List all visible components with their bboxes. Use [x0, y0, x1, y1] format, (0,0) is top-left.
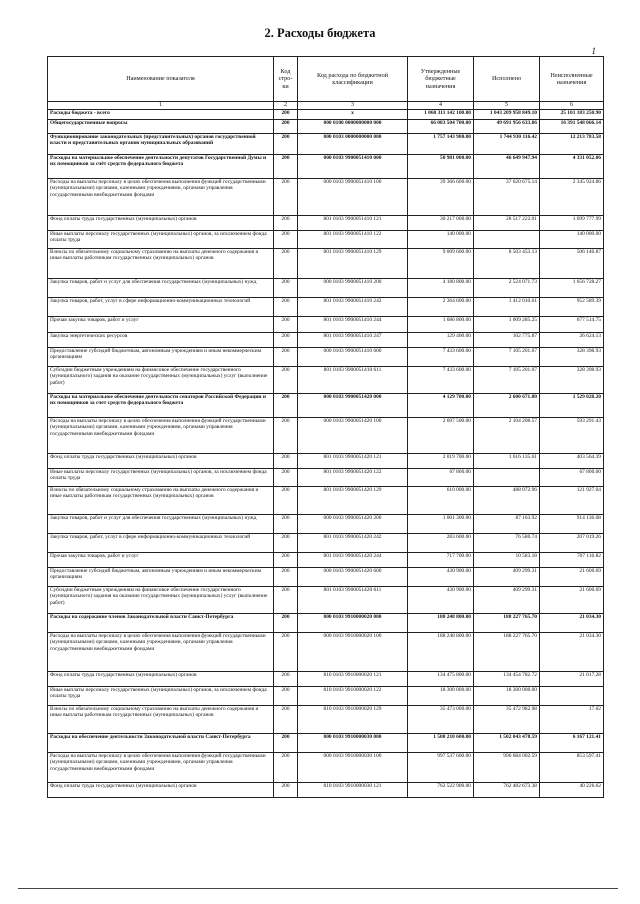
cell-unexecuted: 328 398.93: [540, 367, 604, 394]
cell-approved: 9 009 600.00: [408, 249, 474, 279]
table-row: [48, 418, 604, 454]
cell-unexecuted: 328 398.93: [540, 348, 604, 367]
cell-unexecuted: 17.02: [540, 706, 604, 734]
col-number: 1: [48, 102, 274, 110]
cell-classification-code: 000 0103 9900051420 200: [298, 515, 408, 534]
cell-name: Расходы на выплаты персоналу в целях обеспечения выполнения функций государственными (муниципальными) органами, казенными учреждениями, органами управления государственными внебюджетными фондами: [48, 418, 274, 454]
cell-executed: 18 300 000.00: [474, 687, 540, 706]
cell-name: Расходы на выплаты персоналу в целях обеспечения выполнения функций государственными (муниципальными) органами, казенными учреждениями, органами управления государственными внебюджетными фондами: [48, 633, 274, 672]
cell-line-code: 200: [274, 367, 298, 394]
col-header-classification: Код расхода по бюджетной классификации: [298, 57, 408, 102]
cell-unexecuted: 207 019.26: [540, 534, 604, 553]
cell-classification-code: 000 0103 9900051410 200: [298, 279, 408, 298]
cell-classification-code: 000 0103 0000000000 000: [298, 134, 408, 155]
cell-executed: 409 299.31: [474, 568, 540, 587]
cell-unexecuted: 21 600.69: [540, 587, 604, 614]
cell-name: Взносы по обязательному социальному страхованию на выплаты денежного содержания и иные выплаты работникам государственных (муниципальных) органов: [48, 249, 274, 279]
cell-name: Иные выплаты персоналу государственных (муниципальных) органов, за исключением фонда оплаты труда: [48, 687, 274, 706]
cell-executed: 1 009 285.25: [474, 317, 540, 333]
cell-approved: 66 083 504 700.00: [408, 120, 474, 134]
cell-line-code: 200: [274, 706, 298, 734]
cell-approved: 717 700.00: [408, 553, 474, 568]
table-row: [48, 553, 604, 568]
cell-unexecuted: 506 146.87: [540, 249, 604, 279]
col-number: 2: [274, 102, 298, 110]
cell-line-code: 200: [274, 134, 298, 155]
cell-line-code: 200: [274, 614, 298, 633]
table-row: [48, 687, 604, 706]
cell-executed: 1 616 135.61: [474, 454, 540, 469]
column-number-row: [48, 102, 604, 110]
cell-name: Расходы на содержание членов Законодательной власти Санкт-Петербурга: [48, 614, 274, 633]
cell-line-code: 200: [274, 587, 298, 614]
cell-executed: [474, 231, 540, 249]
cell-classification-code: 801 0103 9900051410 611: [298, 367, 408, 394]
table-row: [48, 753, 604, 783]
cell-unexecuted: 1 529 028.20: [540, 394, 604, 418]
cell-approved: 50 981 000.00: [408, 155, 474, 179]
table-row: [48, 231, 604, 249]
cell-name: Фонд оплаты труда государственных (муниципальных) органов: [48, 216, 274, 231]
cell-name: Расходы на обеспечение деятельности Законодательной власти Санкт-Петербурга: [48, 734, 274, 753]
cell-classification-code: 000 0103 9910000020 000: [298, 614, 408, 633]
cell-executed: 188 227 765.70: [474, 614, 540, 633]
col-number: 6: [540, 102, 604, 110]
table-row: [48, 317, 604, 333]
table-row: [48, 333, 604, 348]
col-header-line-code: Код стро-ки: [274, 57, 298, 102]
table-row: [48, 249, 604, 279]
budget-expenses-table: [47, 56, 604, 798]
cell-name: Прочая закупка товаров, работ и услуг: [48, 553, 274, 568]
table-row: [48, 120, 604, 134]
cell-approved: 2 019 700.00: [408, 454, 474, 469]
cell-executed: 1 502 043 478.59: [474, 734, 540, 753]
cell-unexecuted: 21 034.30: [540, 614, 604, 633]
table-row: [48, 298, 604, 317]
cell-approved: 30 217 000.00: [408, 216, 474, 231]
cell-line-code: 200: [274, 249, 298, 279]
cell-unexecuted: 40 226.62: [540, 783, 604, 798]
cell-executed: 2 600 671.80: [474, 394, 540, 418]
cell-executed: 28 517 222.01: [474, 216, 540, 231]
cell-name: Предоставление субсидий бюджетным, автономным учреждениям и иным некоммерческим организациям: [48, 568, 274, 587]
cell-executed: 76 580.74: [474, 534, 540, 553]
cell-unexecuted: 707 116.82: [540, 553, 604, 568]
cell-classification-code: 801 0103 9900051420 121: [298, 454, 408, 469]
cell-unexecuted: 26 624.13: [540, 333, 604, 348]
cell-classification-code: 801 0103 9900051420 122: [298, 469, 408, 487]
cell-line-code: 200: [274, 753, 298, 783]
cell-approved: 2 697 500.00: [408, 418, 474, 454]
cell-approved: 1 001 300.00: [408, 515, 474, 534]
table-row: [48, 568, 604, 587]
cell-line-code: 200: [274, 317, 298, 333]
col-header-unexecuted: Неисполненные назначения: [540, 57, 604, 102]
table-row: [48, 134, 604, 155]
table-row: [48, 487, 604, 515]
cell-approved: 762 522 900.00: [408, 783, 474, 798]
cell-approved: 35 473 000.00: [408, 706, 474, 734]
cell-approved: 129 400.00: [408, 333, 474, 348]
cell-executed: 46 649 947.94: [474, 155, 540, 179]
cell-approved: 283 600.00: [408, 534, 474, 553]
cell-classification-code: 000 0103 9900051420 000: [298, 394, 408, 418]
table-row: [48, 367, 604, 394]
table-header-row: [48, 57, 604, 102]
cell-executed: 35 472 982.98: [474, 706, 540, 734]
cell-line-code: 200: [274, 515, 298, 534]
cell-unexecuted: 6 167 121.41: [540, 734, 604, 753]
table-row: [48, 348, 604, 367]
cell-classification-code: 801 0103 9900051420 244: [298, 553, 408, 568]
cell-approved: 18 300 000.00: [408, 687, 474, 706]
cell-executed: 996 684 002.59: [474, 753, 540, 783]
cell-name: Закупка товаров, работ, услуг в сфере информационно-коммуникационных технологий: [48, 298, 274, 317]
cell-name: Субсидии бюджетным учреждениям на финансовое обеспечение государственного (муниципального) задания на оказание государственных (муниципальных) услуг (выполнение работ): [48, 587, 274, 614]
cell-classification-code: 000 0103 9900051420 600: [298, 568, 408, 587]
page-number: 1: [591, 46, 596, 56]
cell-name: Закупка энергетических ресурсов: [48, 333, 274, 348]
cell-line-code: 200: [274, 672, 298, 687]
cell-line-code: 200: [274, 553, 298, 568]
cell-name: Расходы на выплаты персоналу в целях обеспечения выполнения функций государственными (муниципальными) органами, казенными учреждениями, органами управления государственными внебюджетными фондами: [48, 179, 274, 216]
cell-name: Расходы на материальное обеспечение деятельности сенаторов Российской Федерации и их помощников за счет средств федерального бюджета: [48, 394, 274, 418]
cell-executed: 87 163.92: [474, 515, 540, 534]
cell-line-code: 200: [274, 333, 298, 348]
cell-name: Фонд оплаты труда государственных (муниципальных) органов: [48, 672, 274, 687]
table-row: [48, 515, 604, 534]
cell-unexecuted: 853 597.41: [540, 753, 604, 783]
col-header-executed: Исполнено: [474, 57, 540, 102]
cell-line-code: 200: [274, 298, 298, 317]
table-row: [48, 633, 604, 672]
cell-approved: 1 508 210 600.00: [408, 734, 474, 753]
cell-name: Расходы на выплаты персоналу в целях обеспечения выполнения функций государственными (муниципальными) органами, казенными учреждениями, органами управления государственными внебюджетными фондами: [48, 753, 274, 783]
cell-classification-code: 000 0103 9900051410 100: [298, 179, 408, 216]
cell-line-code: 200: [274, 633, 298, 672]
cell-classification-code: х: [298, 110, 408, 120]
cell-classification-code: 810 0103 9910000030 121: [298, 783, 408, 798]
cell-unexecuted: 67 800.00: [540, 469, 604, 487]
cell-unexecuted: 16 391 548 066.14: [540, 120, 604, 134]
cell-unexecuted: 677 514.75: [540, 317, 604, 333]
cell-approved: 67 800.00: [408, 469, 474, 487]
col-header-approved: Утвержденные бюджетные назначения: [408, 57, 474, 102]
cell-name: Взносы по обязательному социальному страхованию на выплаты денежного содержания и иные выплаты работникам государственных (муниципальных) органов: [48, 706, 274, 734]
cell-unexecuted: 21 034.30: [540, 633, 604, 672]
cell-approved: 134 475 800.00: [408, 672, 474, 687]
cell-name: Расходы на материальное обеспечение деятельности депутатов Государственной Думы и их помощников за счёт средств федерального бюджета: [48, 155, 274, 179]
cell-name: Фонд оплаты труда государственных (муниципальных) органов: [48, 783, 274, 798]
cell-unexecuted: 25 101 183 250.90: [540, 110, 604, 120]
cell-executed: 409 299.31: [474, 587, 540, 614]
table-row: [48, 587, 604, 614]
cell-classification-code: 801 0103 9900051410 247: [298, 333, 408, 348]
table-row: [48, 706, 604, 734]
cell-line-code: 200: [274, 216, 298, 231]
cell-executed: 1 412 010.61: [474, 298, 540, 317]
cell-unexecuted: 1 699 777.99: [540, 216, 604, 231]
page-title: 2. Расходы бюджета: [264, 26, 376, 40]
cell-name: Взносы по обязательному социальному страхованию на выплаты денежного содержания и иные выплаты работникам государственных (муниципальных) органов: [48, 487, 274, 515]
cell-line-code: 200: [274, 120, 298, 134]
cell-line-code: 200: [274, 279, 298, 298]
cell-approved: 1 068 311 142 100.00: [408, 110, 474, 120]
cell-approved: 997 537 600.00: [408, 753, 474, 783]
cell-classification-code: 810 0103 9910000020 129: [298, 706, 408, 734]
cell-unexecuted: 121 927.04: [540, 487, 604, 515]
cell-line-code: 200: [274, 454, 298, 469]
cell-classification-code: 000 0103 9910000030 000: [298, 734, 408, 753]
cell-unexecuted: 21 600.69: [540, 568, 604, 587]
cell-line-code: 200: [274, 568, 298, 587]
cell-executed: 37 020 675.14: [474, 179, 540, 216]
cell-name: Иные выплаты персоналу государственных (муниципальных) органов, за исключением фонда оплаты труда: [48, 469, 274, 487]
cell-name: Субсидии бюджетным учреждениям на финансовое обеспечение государственного (муниципального) задания на оказание государственных (муниципальных) услуг (выполнение работ): [48, 367, 274, 394]
cell-approved: 610 000.00: [408, 487, 474, 515]
cell-executed: 488 072.96: [474, 487, 540, 515]
cell-unexecuted: 914 136.08: [540, 515, 604, 534]
cell-unexecuted: 952 589.39: [540, 298, 604, 317]
cell-approved: 39 366 600.00: [408, 179, 474, 216]
cell-unexecuted: 21 017.28: [540, 672, 604, 687]
cell-line-code: 200: [274, 534, 298, 553]
cell-approved: 4 129 700.00: [408, 394, 474, 418]
cell-approved: 1 757 143 900.00: [408, 134, 474, 155]
cell-executed: 8 503 453.13: [474, 249, 540, 279]
cell-classification-code: 000 0100 0000000000 000: [298, 120, 408, 134]
cell-approved: 188 248 800.00: [408, 633, 474, 672]
cell-name: Функционирование законодательных (представительных) органов государственной власти и представительных органов муниципальных образований: [48, 134, 274, 155]
cell-classification-code: 000 0103 9900051410 000: [298, 155, 408, 179]
cell-classification-code: 000 0103 9900051410 600: [298, 348, 408, 367]
cell-executed: 7 105 201.07: [474, 367, 540, 394]
cell-line-code: 200: [274, 348, 298, 367]
cell-unexecuted: 1 656 728.27: [540, 279, 604, 298]
cell-executed: 49 691 956 633.86: [474, 120, 540, 134]
cell-executed: 1 744 930 116.42: [474, 134, 540, 155]
table-row: [48, 394, 604, 418]
cell-line-code: 200: [274, 487, 298, 515]
cell-classification-code: 810 0103 9910000020 121: [298, 672, 408, 687]
cell-line-code: 200: [274, 734, 298, 753]
cell-name: Предоставление субсидий бюджетным, автономным учреждениям и иным некоммерческим организациям: [48, 348, 274, 367]
table-row: [48, 469, 604, 487]
cell-name: Расходы бюджета - всего: [48, 110, 274, 120]
cell-executed: 1 043 209 958 849.10: [474, 110, 540, 120]
table-row: [48, 454, 604, 469]
cell-line-code: 200: [274, 394, 298, 418]
cell-line-code: 200: [274, 155, 298, 179]
cell-line-code: 200: [274, 418, 298, 454]
cell-classification-code: 810 0103 9910000020 122: [298, 687, 408, 706]
cell-name: Закупка товаров, работ и услуг для обеспечения государственных (муниципальных) нужд: [48, 279, 274, 298]
cell-executed: 10 583.18: [474, 553, 540, 568]
cell-unexecuted: 2 345 924.86: [540, 179, 604, 216]
table-row: [48, 110, 604, 120]
cell-name: Закупка товаров, работ и услуг для обеспечения государственных (муниципальных) нужд: [48, 515, 274, 534]
cell-line-code: 200: [274, 783, 298, 798]
cell-classification-code: 801 0103 9900051420 242: [298, 534, 408, 553]
cell-classification-code: 801 0103 9900051410 242: [298, 298, 408, 317]
cell-approved: 7 433 600.00: [408, 367, 474, 394]
table-row: [48, 534, 604, 553]
cell-name: Фонд оплаты труда государственных (муниципальных) органов: [48, 454, 274, 469]
col-number: 4: [408, 102, 474, 110]
table-row: [48, 179, 604, 216]
table-row: [48, 279, 604, 298]
cell-approved: 188 248 800.00: [408, 614, 474, 633]
cell-name: Закупка товаров, работ, услуг в сфере информационно-коммуникационных технологий: [48, 534, 274, 553]
cell-name: Общегосударственные вопросы: [48, 120, 274, 134]
cell-unexecuted: 140 000.00: [540, 231, 604, 249]
cell-executed: 188 227 765.70: [474, 633, 540, 672]
col-number: 3: [298, 102, 408, 110]
cell-executed: 2 104 208.57: [474, 418, 540, 454]
table-row: [48, 614, 604, 633]
cell-approved: 7 433 600.00: [408, 348, 474, 367]
cell-line-code: 200: [274, 110, 298, 120]
cell-executed: 2 524 071.73: [474, 279, 540, 298]
cell-classification-code: 801 0103 9900051410 121: [298, 216, 408, 231]
cell-line-code: 200: [274, 231, 298, 249]
cell-approved: 4 180 800.00: [408, 279, 474, 298]
table-row: [48, 734, 604, 753]
table-row: [48, 672, 604, 687]
table-row: [48, 783, 604, 798]
cell-unexecuted: 12 213 783.58: [540, 134, 604, 155]
cell-unexecuted: 593 291.43: [540, 418, 604, 454]
cell-executed: 102 775.87: [474, 333, 540, 348]
cell-approved: 1 686 800.00: [408, 317, 474, 333]
cell-classification-code: 801 0103 9900051410 122: [298, 231, 408, 249]
cell-name: Иные выплаты персоналу государственных (муниципальных) органов, за исключением фонда оплаты труда: [48, 231, 274, 249]
cell-line-code: 200: [274, 687, 298, 706]
table-body: [48, 110, 604, 798]
cell-executed: 762 482 673.38: [474, 783, 540, 798]
table-row: [48, 155, 604, 179]
cell-classification-code: 801 0103 9900051410 129: [298, 249, 408, 279]
cell-classification-code: 801 0103 9900051410 244: [298, 317, 408, 333]
cell-line-code: 200: [274, 469, 298, 487]
cell-approved: 140 000.00: [408, 231, 474, 249]
cell-executed: 7 105 201.07: [474, 348, 540, 367]
cell-classification-code: 801 0103 9900051420 611: [298, 587, 408, 614]
cell-name: Прочая закупка товаров, работ и услуг: [48, 317, 274, 333]
cell-approved: 2 364 600.00: [408, 298, 474, 317]
cell-line-code: 200: [274, 179, 298, 216]
cell-executed: 134 454 782.72: [474, 672, 540, 687]
cell-classification-code: 801 0103 9900051420 129: [298, 487, 408, 515]
cell-classification-code: 000 0103 9910000030 100: [298, 753, 408, 783]
cell-unexecuted: 403 564.39: [540, 454, 604, 469]
table-row: [48, 216, 604, 231]
col-header-name: Наименование показателя: [48, 57, 274, 102]
cell-approved: 430 900.00: [408, 568, 474, 587]
col-number: 5: [474, 102, 540, 110]
page-bottom-rule: [18, 888, 618, 889]
cell-executed: [474, 469, 540, 487]
cell-classification-code: 000 0103 9910000020 100: [298, 633, 408, 672]
cell-classification-code: 000 0103 9900051420 100: [298, 418, 408, 454]
cell-approved: 430 900.00: [408, 587, 474, 614]
cell-unexecuted: 4 331 052.06: [540, 155, 604, 179]
cell-unexecuted: [540, 687, 604, 706]
